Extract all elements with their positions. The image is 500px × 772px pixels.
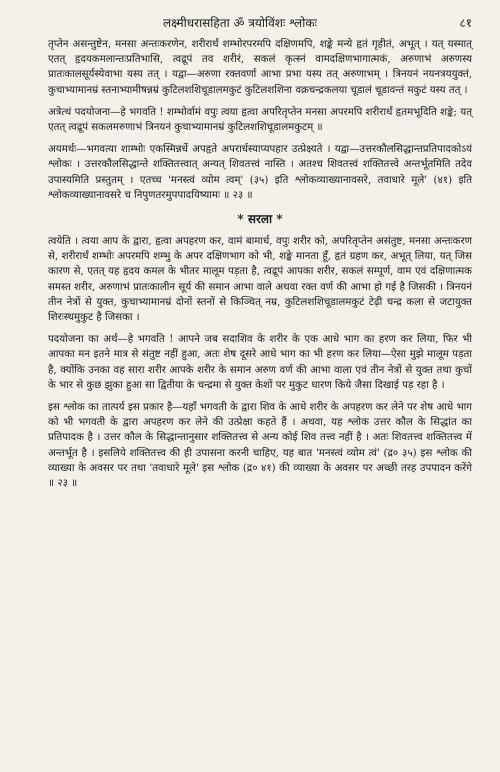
hindi-paragraph: त्वयेति । त्वया आप के द्वारा, हृत्वा अपहरण कर, वामं बामार्ध, वपुः शरीर को, अपरितृप्तेन असंतुष्ट, मनसा अन्तःकरण से, शरीरार्धं शम्भोः अपरमपि शम्भु के अपर दक्षिणभाग को भी, शङ्के मानता हूँ, हृतं ग्रहण कर, अभूत् लिया, यत् जिस कारण से, एतत् यह हृदय कमल के भीतर मालूम पड़ता है, त्वद्रूपं आपका शरीर, सकलं सम्पूर्ण, वाम एवं दक्षिणात्मक समस्त शरीर, अरुणाभं प्रातःकालीन सूर्य की समान आभा वाले अथवा रक्त वर्ण की आभा हो गई है जिसकी । त्रिनयनं तीन नेत्रों से युक्त, कुचाभ्यामानम्रं दोनों स्तनों से किञ्चित् नम्र, कुटिलशशिचूडालमकुटं टेढ़ी चन्द्र कला से जटायुक्त शिरःस्थमुकुट है जिसका । xyxy=(48,236,472,324)
section-title: * सरला * xyxy=(237,212,283,227)
commentary-paragraph: अत्रेत्थं पदयोजना—हे भगवति ! शम्भोर्वामं वपुः त्वया हृत्वा अपरितृप्तेन मनसा अपरमपि शरीरार्धं हृतमभूदिति शङ्के; यत् एतत् त्वद्रूपं सकलमरुणाभं त्रिनयनं कुचाभ्यामानम्रं कुटिलशशिचूडालमकुटम् ॥ xyxy=(48,106,472,134)
commentary-paragraph: अयमर्थः—भगवत्या शाम्भोः एकस्मिन्नर्धे अपहृते अपरार्धस्याप्यपहार उत्प्रेक्ष्यते । यद्वा—उत्तरकौलसिद्धान्तप्रतिपादकोऽयं श्लोकः । उत्तरकौलसिद्धान्ते शक्तितत्त्वात् अन्यत् शिवतत्त्वं नास्ति । अतश्च शिवतत्त्वं शक्तितत्त्वे अन्तर्भूतमिति तदेव उपास्यमिति प्रस्तुतम् । एतच्च 'मनस्त्वं व्योम त्वम्' (३५) इति श्लोकव्याख्यानावसरे, तवाधारे मूले' (४१) इति श्लोकव्याख्यानावसरे च निपुणतरमुपपादयिष्यामः ॥ २३ ॥ xyxy=(48,144,472,201)
running-title: लक्ष्मीधरासहिता ॐ त्रयोविंशः श्लोकः xyxy=(163,16,317,30)
hindi-paragraph: इस श्लोक का तात्पर्य इस प्रकार है—यहाँ भगवती के द्वारा शिव के आधे शरीर के अपहरण कर लेने पर शेष आधे भाग को भी भगवती के द्वारा अपहरण कर लेने की उत्प्रेक्षा कहते हैं । अथवा, यह श्लोक उत्तर कौल के सिद्धांत का प्रतिपादक है । उत्तर कौल के सिद्धान्तानुसार शक्तितत्त्व से अन्य कोई शिव तत्त्व नहीं है । अतः शिवतत्त्व शक्तितत्त्व में अन्तर्भूत है । इसलिये शक्तितत्त्व की ही उपासना करनी चाहिए, यह बात 'मनस्त्वं व्योम त्वं' (द्र० ३५) इस श्लोक की व्याख्या के अवसर पर तथा 'तवाधारे मूले' इस श्लोक (द्र० ४१) की व्याख्या के अवसर पर अच्छी तरह उपपादन करेंगे ॥ २३ ॥ xyxy=(48,402,472,490)
running-header xyxy=(48,14,472,31)
hindi-paragraph: पदयोजना का अर्थ—हे भगवति ! आपने जब सदाशिव के शरीर के एक आधे भाग का हरण कर लिया, फिर भी आपका मन इतने मात्र से संतुष्ट नहीं हुआ, अतः शेष दूसरे आधे भाग का भी हरण कर लिया—ऐसा मुझे मालूम पड़ता है, क्योंकि उनका वह सारा शरीर आपके शरीर के समान अरुण वर्ण की आभा वाला एवं तीन नेत्रों से युक्त तथा कुचों के भार से कुछ झुका हुआ सा द्वितीया के चन्द्रमा से युक्त केशों पर मुकुट धारण किये जैसा दिखाई पड़ रहा है । xyxy=(48,334,472,391)
commentary-paragraph: तृप्तेन असन्तुष्टेन, मनसा अन्तःकरणेन, शरीरार्धं शम्भोरपरमपि दक्षिणमपि, शङ्के मन्ये हृतं गृहीतं, अभूत् । यत् यस्मात् एतत् हृदयकमलान्तःप्रतिभासि, त्वद्रूपं तव शरीरं, सकलं कृत्स्नं वामदक्षिणभागात्मकं, अरुणाभं अरुणस्य प्रातःकालसूर्यस्येवाभा यस्य तत् । यद्वा—अरुणा रक्तवर्णा आभा प्रभा यस्य तत् अरुणाभम् । त्रिनयनं नयनत्रययुक्तं, कुचाभ्यामानम्रं स्तनाभ्यामीषन्नम्रं कुटिलशशिचूडालमकुटं कुटिलशशिना वक्रचन्द्रकलया चूडालं चूडावन्तं मकुटं यस्य तत् । xyxy=(48,39,472,96)
page-number: ८१ xyxy=(459,16,472,30)
